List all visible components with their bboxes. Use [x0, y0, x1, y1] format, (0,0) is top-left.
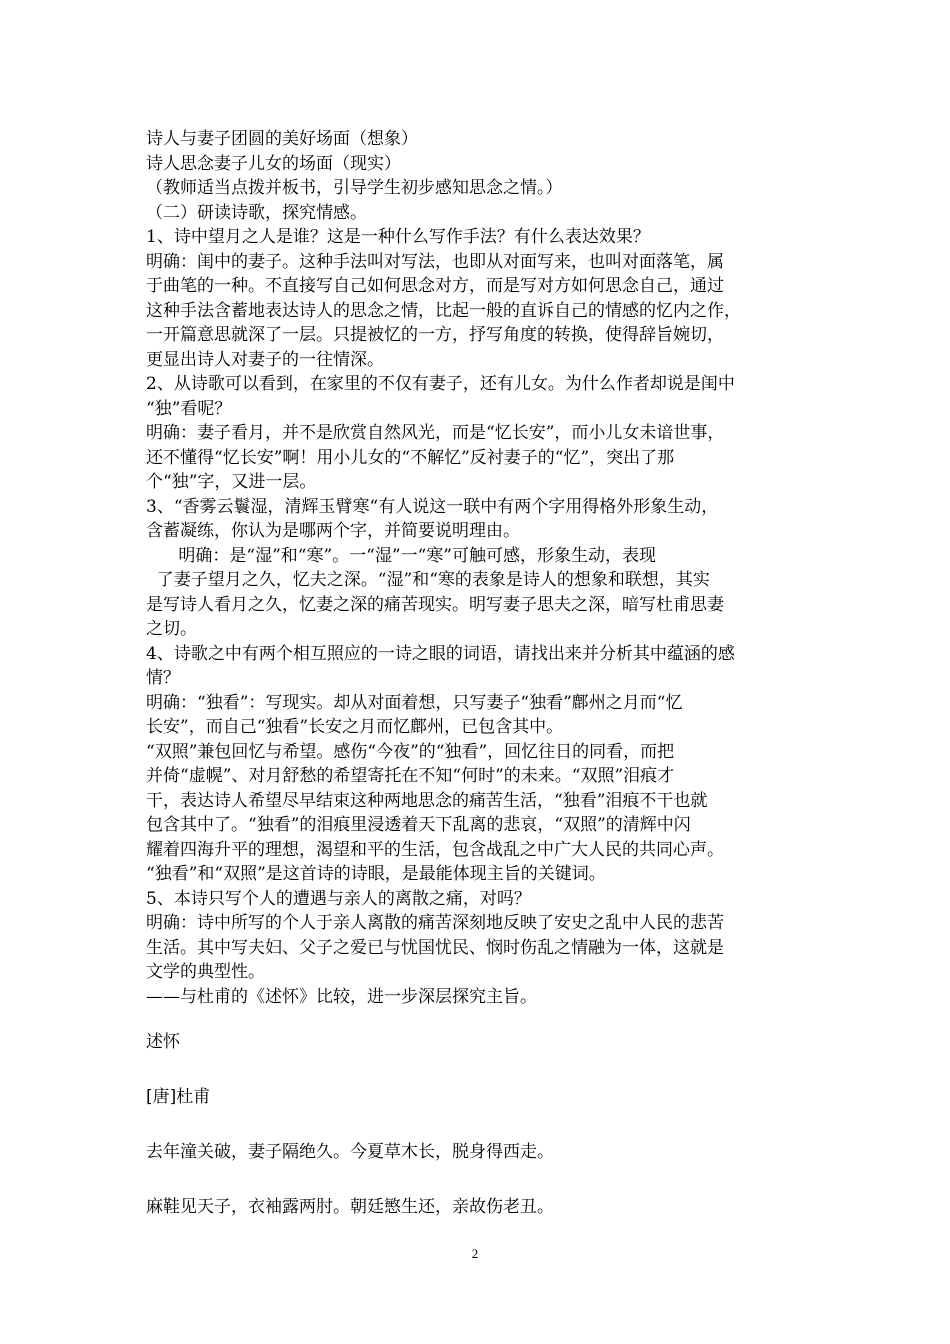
text-line: 一开篇意思就深了一层。只提被忆的一方，抒写角度的转换，使得辞旨婉切， — [146, 325, 724, 345]
poem-author: [唐]杜甫 — [146, 1087, 211, 1107]
poem-line: 麻鞋见天子，衣袖露两肘。朝廷慜生还，亲故伤老丑。 — [146, 1197, 554, 1217]
question-5: 5、本诗只写个人的遭遇与亲人的离散之痛，对吗？ — [146, 888, 531, 909]
text-line: 并倚“虚幌”、对月舒愁的希望寄托在不知“何时”的未来。“双照”泪痕才 — [146, 766, 675, 786]
text-line: 之切。 — [146, 619, 197, 639]
text-line: 还不懂得“忆长安”啊！用小儿女的“不解忆”反衬妻子的“忆”，突出了那 — [146, 447, 675, 468]
text-line: 个“独”字，又进一层。 — [146, 472, 317, 492]
question-2: 2、从诗歌可以看到，在家里的不仅有妻子，还有儿女。为什么作者却说是闺中 — [146, 374, 735, 394]
document-body — [146, 127, 821, 1009]
text-line: 干，表达诗人希望尽早结束这种两地思念的痛苦生活，“独看”泪痕不干也就 — [146, 790, 708, 811]
section-heading: （二）研读诗歌，探究情感。 — [146, 202, 367, 223]
text-line: 情？ — [146, 668, 180, 688]
question-3: 3、“香雾云鬟湿，清辉玉臂寒“有人说这一联中有两个字用得格外形象生动， — [146, 496, 719, 517]
text-line: 了妻子望月之久，忆夫之深。“湿”和“寒的表象是诗人的想象和联想，其实 — [146, 570, 710, 590]
text-line: 于曲笔的一种。不直接写自己如何思念对方，而是写对方如何思念自己，通过 — [146, 276, 724, 296]
text-line: “独看”和“双照”是这首诗的诗眼，是最能体现主旨的关键词。 — [146, 864, 606, 884]
question-4: 4、诗歌之中有两个相互照应的一诗之眼的词语，请找出来并分析其中蕴涵的感 — [146, 643, 735, 664]
text-line: 明确：诗中所写的个人于亲人离散的痛苦深刻地反映了安史之乱中人民的悲苦 — [146, 913, 724, 933]
text-line: 长安”，而自己“独看”长安之月而忆鄜州，已包含其中。 — [146, 717, 564, 737]
text-line: 生活。其中写夫妇、父子之爱已与忧国忧民、悯时伤乱之情融为一体，这就是 — [146, 937, 724, 958]
text-line: 是写诗人看月之久，忆妻之深的痛苦现实。明写妻子思夫之深，暗写杜甫思妻 — [146, 594, 724, 615]
text-line: “双照”兼包回忆与希望。感伤“今夜”的“独看”，回忆往日的同看，而把 — [146, 741, 675, 762]
poem-line: 去年潼关破，妻子隔绝久。今夏草木长，脱身得西走。 — [146, 1142, 554, 1162]
poem-title: 述怀 — [146, 1032, 180, 1052]
text-line: 文学的典型性。 — [146, 962, 265, 982]
text-line: 诗人与妻子团圆的美好场面（想象） — [146, 129, 418, 149]
page-number: 2 — [471, 1246, 479, 1261]
text-line: 更显出诗人对妻子的一往情深。 — [146, 349, 384, 370]
text-line: （教师适当点拨并板书，引导学生初步感知思念之情。） — [146, 178, 563, 198]
text-line: ——与杜甫的《述怀》比较，进一步深层探究主旨。 — [146, 986, 537, 1007]
text-line: 耀着四海升平的理想，渴望和平的生活，包含战乱之中广大人民的共同心声。 — [146, 839, 724, 860]
text-line: 明确：闺中的妻子。这种手法叫对写法，也即从对面写来，也叫对面落笔，属 — [146, 251, 724, 272]
text-line: 包含其中了。“独看”的泪痕里浸透着天下乱离的悲哀，“双照”的清辉中闪 — [146, 815, 691, 835]
text-line: 诗人思念妻子儿女的场面（现实） — [146, 153, 401, 174]
question-1: 1、诗中望月之人是谁？这是一种什么写作手法？有什么表达效果？ — [146, 227, 650, 247]
text-line: “独”看呢？ — [146, 398, 232, 419]
poem-block — [146, 1030, 821, 1250]
text-line: 这种手法含蓄地表达诗人的思念之情，比起一般的直诉自己的情感的忆内之作， — [146, 300, 741, 321]
text-line: 明确：是“湿”和“寒”。一“湿”一“寒”可触可感，形象生动，表现 — [146, 545, 656, 566]
text-line: 明确：“独看”：写现实。却从对面着想，只写妻子“独看”鄜州之月而“忆 — [146, 692, 683, 713]
text-line: 含蓄凝练，你认为是哪两个字，并简要说明理由。 — [146, 521, 520, 541]
text-line: 明确：妻子看月，并不是欣赏自然风光，而是“忆长安”，而小儿女未谙世事， — [146, 423, 725, 443]
